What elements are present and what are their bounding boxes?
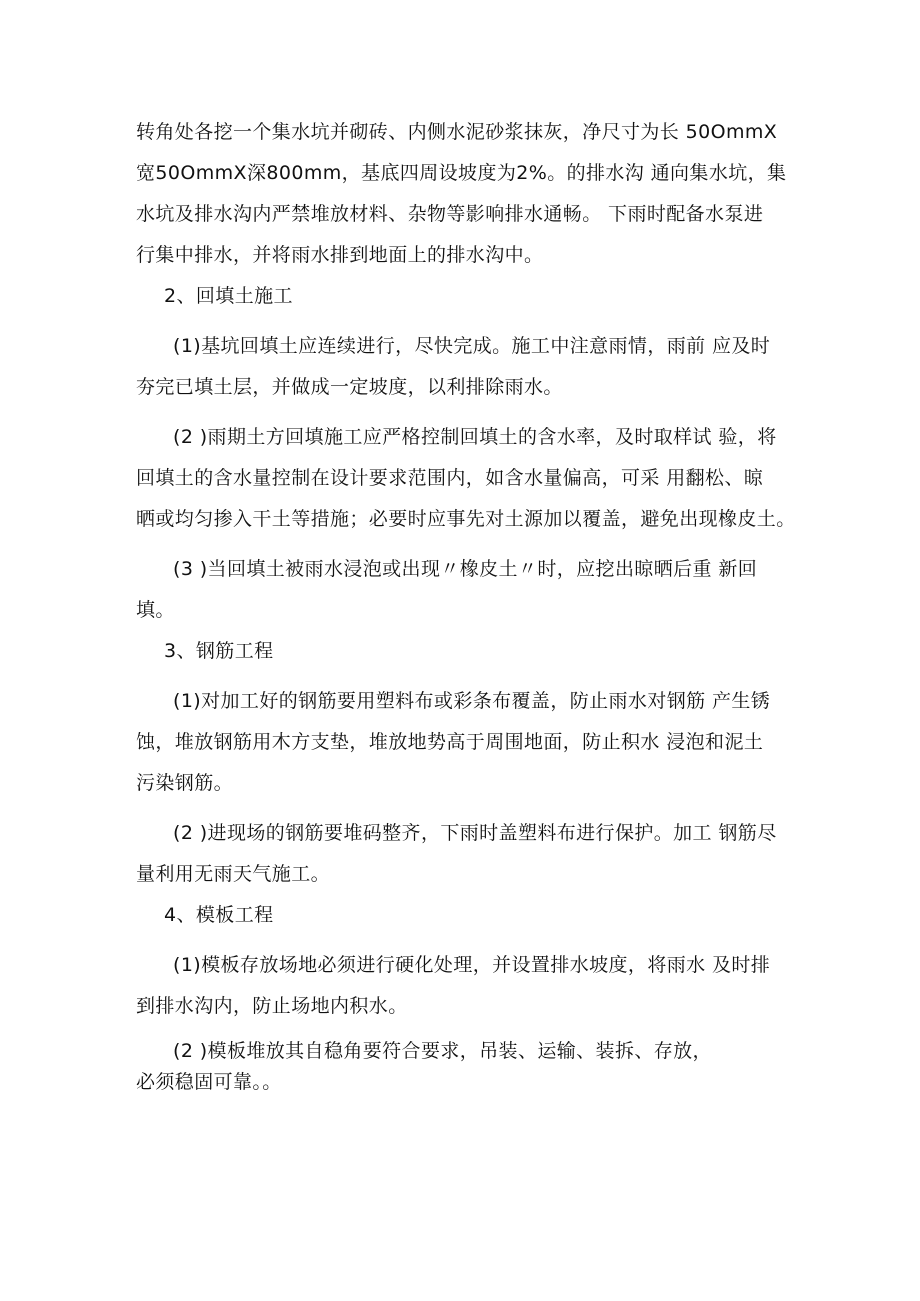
text-line: (1)对加工好的钢筋要用塑料布或彩条布覆盖，防止雨水对钢筋 产生锈 — [173, 690, 771, 712]
text-line: 到排水沟内，防止场地内积水。 — [136, 995, 408, 1017]
paragraph-backfill-3 — [136, 549, 796, 631]
text-line: 行集中排水，并将雨水排到地面上的排水沟中。 — [136, 244, 544, 266]
text-line: 宽50OmmX深800mm，基底四周设坡度为2%。的排水沟 通向集水坑，集 — [136, 162, 787, 184]
paragraph-formwork-1 — [136, 945, 796, 1027]
text-line: 蚀，堆放钢筋用木方支垫，堆放地势高于周围地面，防止积水 浸泡和泥土 — [136, 731, 764, 753]
text-line: 量利用无雨天气施工。 — [136, 863, 331, 885]
text-line: (2 )进现场的钢筋要堆码整齐，下雨时盖塑料布进行保护。加工 钢筋尽 — [173, 822, 777, 844]
section-heading-rebar: 3、钢筋工程 — [164, 640, 274, 662]
paragraph-backfill-2 — [136, 417, 796, 540]
text-line: 必须稳固可靠。。 — [136, 1071, 282, 1093]
text-line: 水坑及排水沟内严禁堆放材料、杂物等影响排水通畅。 下雨时配备水泵进 — [136, 203, 764, 225]
text-line: 回填土的含水量控制在设计要求范围内，如含水量偏高，可采 用翻松、晾 — [136, 467, 764, 489]
text-line: 晒或均匀掺入干土等措施；必要时应事先对土源加以覆盖，避免出现橡皮土。 — [136, 508, 796, 530]
paragraph-drainage — [136, 112, 796, 276]
text-line: (2 )雨期土方回填施工应严格控制回填土的含水率，及时取样试 验，将 — [173, 426, 777, 448]
document-body — [136, 112, 796, 1098]
section-heading-formwork: 4、模板工程 — [164, 904, 274, 926]
paragraph-rebar-2 — [136, 813, 796, 895]
text-line: (2 )模板堆放其自稳角要符合要求，吊装、运输、装拆、存放， — [173, 1040, 712, 1062]
text-line: 夯完已填土层，并做成一定坡度，以利排除雨水。 — [136, 376, 563, 398]
paragraph-backfill-1 — [136, 326, 796, 408]
text-line: (3 )当回填土被雨水浸泡或出现〃橡皮土〃时，应挖出晾晒后重 新回 — [173, 558, 758, 580]
text-line: (1)模板存放场地必须进行硬化处理，并设置排水坡度，将雨水 及时排 — [173, 954, 771, 976]
text-line: 填。 — [136, 599, 175, 621]
text-line: 污染钢筋。 — [136, 772, 234, 794]
paragraph-rebar-1 — [136, 681, 796, 804]
paragraph-formwork-2 — [136, 1036, 796, 1098]
text-line: 转角处各挖一个集水坑并砌砖、内侧水泥砂浆抹灰，净尺寸为长 50OmmX — [136, 121, 778, 143]
section-heading-backfill: 2、回填土施工 — [164, 285, 293, 307]
text-line: (1)基坑回填土应连续进行，尽快完成。施工中注意雨情，雨前 应及时 — [173, 335, 771, 357]
